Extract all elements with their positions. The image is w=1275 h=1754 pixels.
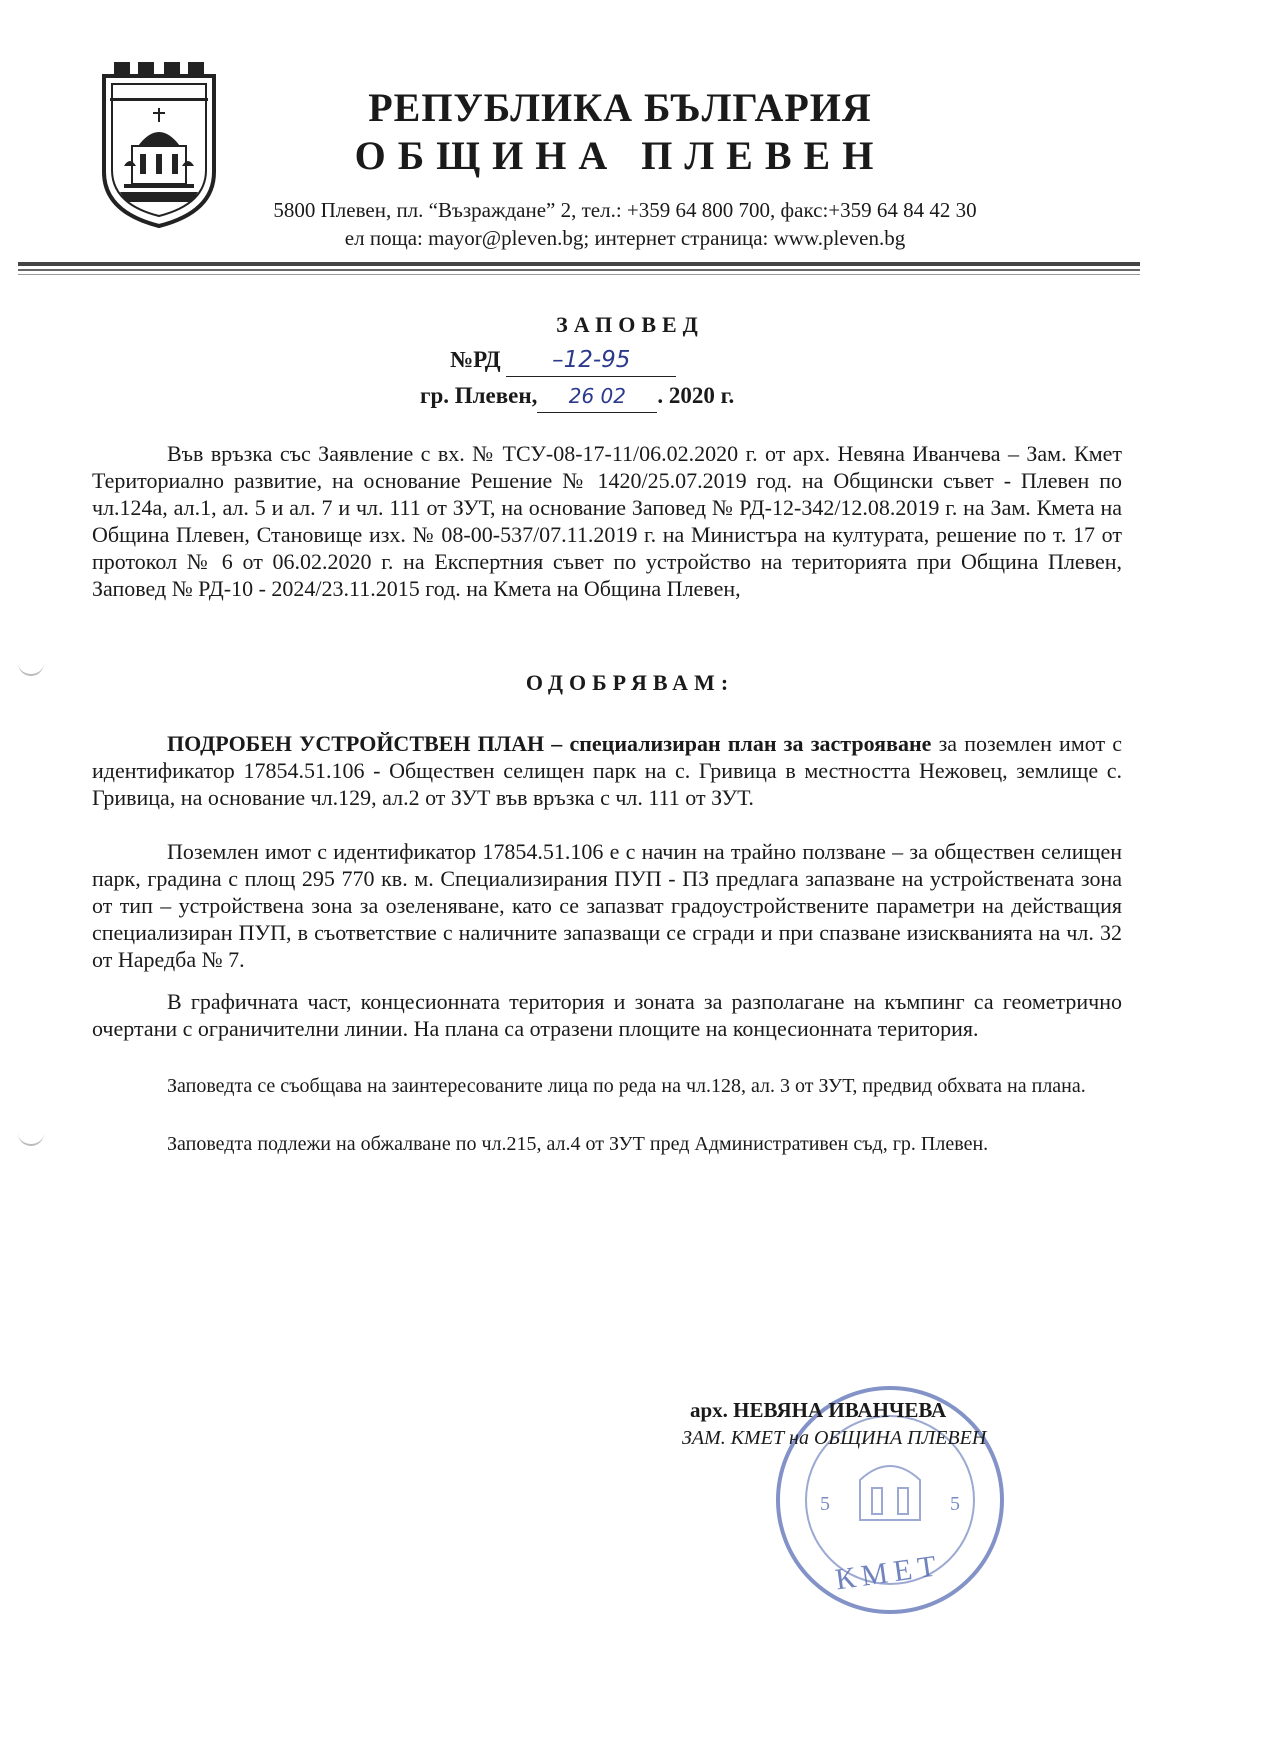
stamp-text: КМЕТ	[833, 1548, 945, 1597]
plan-title: ПОДРОБЕН УСТРОЙСТВЕН ПЛАН – специализиран план за застрояване	[167, 731, 932, 756]
header-divider	[18, 262, 1140, 266]
contacts-line: ел поща: mayor@pleven.bg; интернет страница: www.pleven.bg	[344, 226, 906, 250]
signatory-name: арх. НЕВЯНА ИВАНЧЕВА	[690, 1398, 947, 1422]
property-paragraph: Поземлен имот с идентификатор 17854.51.106 е с начин на трайно ползване – за обществен селищен парк, градина с площ 295 770 кв. м. Специализирания ПУП - ПЗ предлага запазване на устройствената зона от тип – устройствена зона за озеленяване, като се запазват градоустройствените параметри на действащия специализиран ПУП, в съответствие с наличните запазващи се сгради и при спазване изискванията на чл. 32 от Наредба № 7.	[92, 839, 1122, 972]
order-number-prefix: №РД	[450, 347, 501, 372]
graphic-part-paragraph: В графичната част, концесионната територия и зоната за разполагане на къмпинг са геометрично очертани с ограничителни линии. На плана са отразени площите на концесионната територия.	[92, 989, 1122, 1041]
address-line: 5800 Плевен, пл. “Възраждане” 2, тел.: +359 64 800 700, факс:+359 64 84 42 30	[273, 198, 977, 222]
country-title: РЕПУБЛИКА БЪЛГАРИЯ	[368, 85, 872, 130]
plan-description: за поземлен имот с идентификатор 17854.51.106 - Обществен селищен парк на с. Гривица в местността Нежовец, землище с. Гривица, на основание чл.129, ал.2 от ЗУТ във връзка с чл. 111 от ЗУТ.	[92, 731, 1122, 810]
order-date-handwritten: 26 02	[568, 384, 626, 408]
header-divider	[18, 269, 1140, 271]
order-date-prefix: гр. Плевен,	[420, 383, 538, 408]
punch-hole-mark	[18, 1130, 44, 1146]
order-number-handwritten: –12-95	[552, 347, 631, 373]
stamp-number-left: 5	[820, 1493, 830, 1515]
appeal-paragraph: Заповедта подлежи на обжалване по чл.215, ал.4 от ЗУТ пред Административен съд, гр. Плевен.	[167, 1133, 989, 1155]
notification-paragraph: Заповедта се съобщава на заинтересованите лица по реда на чл.128, ал. 3 от ЗУТ, предвид обхвата на плана.	[167, 1075, 1086, 1097]
punch-hole-mark	[18, 660, 44, 676]
header-divider	[18, 274, 1140, 275]
order-title: ЗАПОВЕД	[556, 312, 704, 337]
order-date	[420, 380, 920, 413]
signatory-role: ЗАМ. КМЕТ на ОБЩИНА ПЛЕВЕН	[682, 1427, 987, 1449]
approve-heading: ОДОБРЯВАМ:	[525, 670, 735, 695]
order-date-suffix: . 2020 г.	[657, 383, 735, 408]
intro-paragraph: Във връзка със Заявление с вх. № ТСУ-08-17-11/06.02.2020 г. от арх. Невяна Иванчева – Зам. Кмет Териториално развитие, на основание Решение № 1420/25.07.2019 год. на Общински съвет - Плевен по чл.124а, ал.1, ал. 5 и ал. 7 и чл. 111 от ЗУТ, на основание Заповед № РД-12-342/12.08.2019 г. на Зам. Кмета на Община Плевен, Становище изх. № 08-00-537/07.11.2019 г. на Министъра на културата, решение по т. 17 от протокол № 6 от 06.02.2020 г. на Експертния съвет по устройство на територията при Община Плевен, Заповед № РД-10 - 2024/23.11.2015 год. на Кмета на Община Плевен,	[92, 441, 1122, 601]
municipality-title: ОБЩИНА ПЛЕВЕН	[354, 133, 886, 178]
plan-paragraph	[92, 730, 1122, 811]
stamp-number-right: 5	[950, 1493, 960, 1515]
order-number	[450, 344, 850, 377]
